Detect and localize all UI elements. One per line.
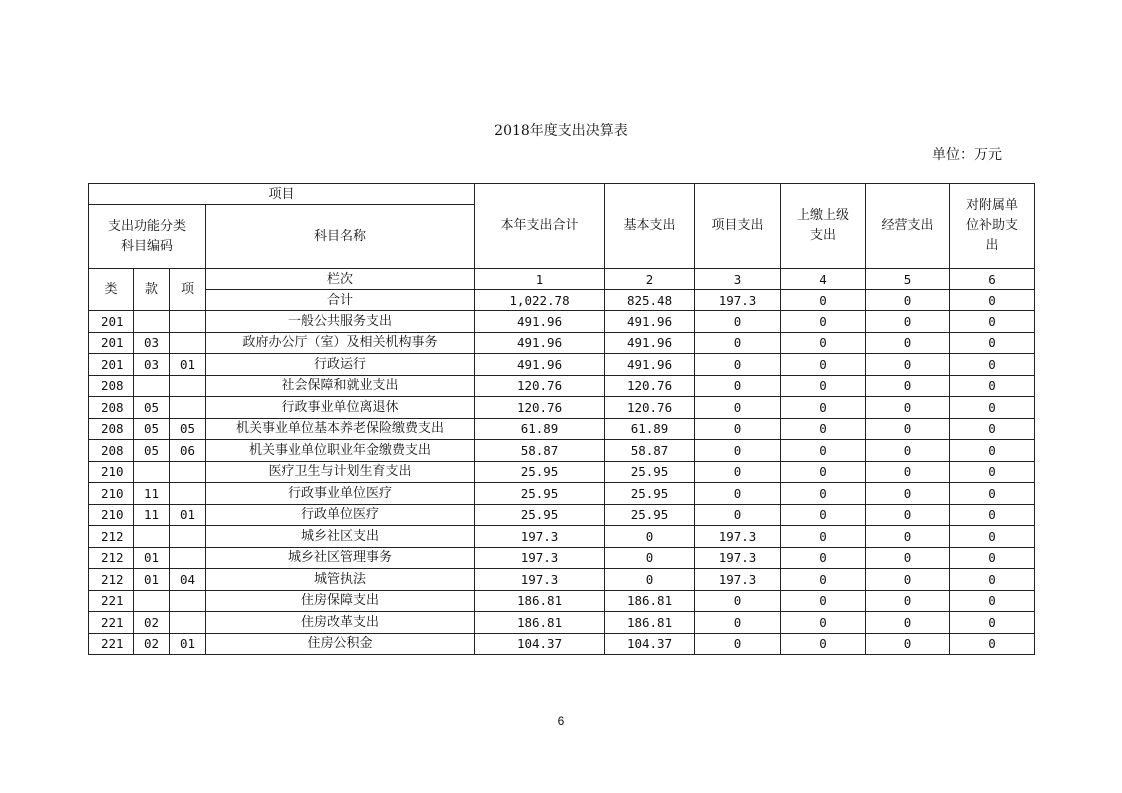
table-row <box>89 547 1035 569</box>
cell-xiang: 01 <box>170 504 206 526</box>
total-value: 197.3 <box>695 290 781 311</box>
cell-value: 25.95 <box>605 483 695 505</box>
cell-value: 25.95 <box>605 504 695 526</box>
cell-lei: 201 <box>89 311 134 333</box>
cell-value: 0 <box>950 375 1035 397</box>
cell-xiang: 04 <box>170 569 206 591</box>
cell-value: 0 <box>866 633 950 655</box>
header-business: 经营支出 <box>866 184 950 269</box>
header-lei: 类 <box>89 269 134 311</box>
cell-value: 197.3 <box>695 526 781 548</box>
cell-value: 491.96 <box>475 311 605 333</box>
cell-value: 0 <box>950 440 1035 462</box>
cell-value: 0 <box>605 526 695 548</box>
header-subject-name: 科目名称 <box>206 205 475 269</box>
cell-value: 0 <box>695 461 781 483</box>
cell-subject-name: 行政事业单位离退休 <box>206 397 475 419</box>
cell-lei: 212 <box>89 547 134 569</box>
cell-value: 25.95 <box>605 461 695 483</box>
cell-value: 491.96 <box>605 354 695 376</box>
cell-subject-name: 机关事业单位职业年金缴费支出 <box>206 440 475 462</box>
header-upper: 上缴上级 支出 <box>781 184 866 269</box>
cell-value: 104.37 <box>605 633 695 655</box>
cell-value: 197.3 <box>475 547 605 569</box>
cell-value: 0 <box>695 418 781 440</box>
cell-value: 0 <box>866 590 950 612</box>
cell-value: 0 <box>695 612 781 634</box>
cell-value: 0 <box>781 483 866 505</box>
cell-subject-name: 城乡社区支出 <box>206 526 475 548</box>
cell-subject-name: 机关事业单位基本养老保险缴费支出 <box>206 418 475 440</box>
cell-lei: 208 <box>89 440 134 462</box>
cell-value: 0 <box>950 332 1035 354</box>
header-row-1 <box>89 184 1035 205</box>
cell-lei: 221 <box>89 590 134 612</box>
cell-xiang: 01 <box>170 633 206 655</box>
column-number: 3 <box>695 269 781 290</box>
cell-value: 0 <box>950 483 1035 505</box>
cell-value: 0 <box>781 504 866 526</box>
header-total: 本年支出合计 <box>475 184 605 269</box>
cell-value: 0 <box>695 504 781 526</box>
cell-value: 186.81 <box>605 590 695 612</box>
cell-value: 0 <box>866 483 950 505</box>
cell-value: 0 <box>950 461 1035 483</box>
cell-subject-name: 城管执法 <box>206 569 475 591</box>
cell-lei: 212 <box>89 526 134 548</box>
cell-value: 25.95 <box>475 483 605 505</box>
cell-subject-name: 住房改革支出 <box>206 612 475 634</box>
table-row <box>89 418 1035 440</box>
column-number: 2 <box>605 269 695 290</box>
cell-value: 0 <box>781 461 866 483</box>
cell-value: 0 <box>866 440 950 462</box>
column-number: 4 <box>781 269 866 290</box>
table-row <box>89 397 1035 419</box>
cell-subject-name: 社会保障和就业支出 <box>206 375 475 397</box>
cell-xiang <box>170 526 206 548</box>
cell-kuan: 01 <box>134 569 170 591</box>
total-label: 合计 <box>206 290 475 311</box>
cell-lei: 221 <box>89 633 134 655</box>
cell-lei: 201 <box>89 354 134 376</box>
header-category-code: 支出功能分类 科目编码 <box>89 205 206 269</box>
cell-value: 120.76 <box>605 375 695 397</box>
cell-value: 197.3 <box>475 526 605 548</box>
table-row <box>89 526 1035 548</box>
cell-lei: 201 <box>89 332 134 354</box>
cell-lei: 208 <box>89 375 134 397</box>
cell-kuan: 05 <box>134 440 170 462</box>
table-row <box>89 461 1035 483</box>
total-value: 0 <box>866 290 950 311</box>
cell-value: 197.3 <box>695 569 781 591</box>
cell-value: 0 <box>695 397 781 419</box>
cell-value: 0 <box>950 547 1035 569</box>
cell-value: 0 <box>781 590 866 612</box>
header-kuan: 款 <box>134 269 170 311</box>
cell-value: 0 <box>695 483 781 505</box>
header-basic: 基本支出 <box>605 184 695 269</box>
cell-value: 0 <box>781 332 866 354</box>
cell-subject-name: 住房公积金 <box>206 633 475 655</box>
header-column-label: 栏次 <box>206 269 475 290</box>
cell-subject-name: 医疗卫生与计划生育支出 <box>206 461 475 483</box>
cell-subject-name: 城乡社区管理事务 <box>206 547 475 569</box>
cell-value: 0 <box>781 569 866 591</box>
cell-value: 0 <box>950 633 1035 655</box>
cell-xiang: 05 <box>170 418 206 440</box>
cell-value: 0 <box>950 590 1035 612</box>
cell-lei: 221 <box>89 612 134 634</box>
cell-value: 0 <box>781 311 866 333</box>
cell-xiang <box>170 612 206 634</box>
cell-value: 0 <box>866 397 950 419</box>
cell-kuan: 11 <box>134 504 170 526</box>
column-number: 5 <box>866 269 950 290</box>
column-number: 1 <box>475 269 605 290</box>
cell-value: 61.89 <box>605 418 695 440</box>
cell-value: 0 <box>950 569 1035 591</box>
total-value: 0 <box>781 290 866 311</box>
cell-value: 491.96 <box>475 354 605 376</box>
table-row <box>89 440 1035 462</box>
cell-kuan: 03 <box>134 354 170 376</box>
cell-kuan <box>134 375 170 397</box>
total-row <box>89 290 1035 311</box>
cell-value: 0 <box>950 311 1035 333</box>
cell-xiang <box>170 461 206 483</box>
cell-xiang <box>170 483 206 505</box>
total-value: 1,022.78 <box>475 290 605 311</box>
cell-value: 104.37 <box>475 633 605 655</box>
cell-kuan: 05 <box>134 397 170 419</box>
cell-value: 0 <box>695 633 781 655</box>
cell-value: 0 <box>950 526 1035 548</box>
total-value: 0 <box>950 290 1035 311</box>
cell-value: 0 <box>695 311 781 333</box>
cell-value: 0 <box>866 612 950 634</box>
cell-value: 0 <box>781 612 866 634</box>
cell-lei: 210 <box>89 461 134 483</box>
cell-value: 0 <box>781 440 866 462</box>
cell-lei: 210 <box>89 483 134 505</box>
table-row <box>89 504 1035 526</box>
table-row <box>89 483 1035 505</box>
cell-value: 0 <box>781 418 866 440</box>
cell-value: 0 <box>950 397 1035 419</box>
cell-value: 0 <box>695 375 781 397</box>
expenditure-table <box>88 183 1035 655</box>
cell-value: 491.96 <box>605 332 695 354</box>
cell-value: 58.87 <box>475 440 605 462</box>
cell-value: 0 <box>866 332 950 354</box>
cell-subject-name: 一般公共服务支出 <box>206 311 475 333</box>
cell-value: 0 <box>695 440 781 462</box>
cell-lei: 210 <box>89 504 134 526</box>
cell-value: 0 <box>866 526 950 548</box>
page-number: 6 <box>557 714 565 728</box>
cell-kuan: 05 <box>134 418 170 440</box>
cell-value: 0 <box>950 504 1035 526</box>
cell-value: 197.3 <box>695 547 781 569</box>
cell-xiang <box>170 375 206 397</box>
cell-value: 0 <box>781 547 866 569</box>
cell-value: 197.3 <box>475 569 605 591</box>
cell-xiang <box>170 590 206 612</box>
cell-kuan <box>134 526 170 548</box>
column-number: 6 <box>950 269 1035 290</box>
cell-value: 0 <box>781 375 866 397</box>
cell-xiang <box>170 311 206 333</box>
cell-value: 0 <box>866 311 950 333</box>
cell-value: 0 <box>866 418 950 440</box>
table-row <box>89 633 1035 655</box>
cell-kuan <box>134 461 170 483</box>
cell-lei: 212 <box>89 569 134 591</box>
cell-value: 25.95 <box>475 504 605 526</box>
cell-xiang <box>170 397 206 419</box>
cell-value: 491.96 <box>605 311 695 333</box>
header-subsidiary: 对附属单 位补助支 出 <box>950 184 1035 269</box>
cell-lei: 208 <box>89 418 134 440</box>
cell-subject-name: 住房保障支出 <box>206 590 475 612</box>
cell-value: 0 <box>605 569 695 591</box>
cell-subject-name: 政府办公厅（室）及相关机构事务 <box>206 332 475 354</box>
table-row <box>89 569 1035 591</box>
cell-value: 25.95 <box>475 461 605 483</box>
cell-value: 0 <box>866 375 950 397</box>
cell-subject-name: 行政单位医疗 <box>206 504 475 526</box>
cell-xiang: 06 <box>170 440 206 462</box>
cell-value: 491.96 <box>475 332 605 354</box>
cell-xiang <box>170 547 206 569</box>
cell-value: 186.81 <box>475 590 605 612</box>
cell-value: 0 <box>605 547 695 569</box>
cell-value: 0 <box>866 461 950 483</box>
cell-value: 0 <box>950 354 1035 376</box>
table-title: 2018年度支出决算表 <box>494 123 628 139</box>
cell-subject-name: 行政运行 <box>206 354 475 376</box>
cell-value: 120.76 <box>475 397 605 419</box>
cell-lei: 208 <box>89 397 134 419</box>
table-row <box>89 311 1035 333</box>
cell-value: 0 <box>695 332 781 354</box>
cell-value: 120.76 <box>475 375 605 397</box>
cell-value: 0 <box>781 397 866 419</box>
total-value: 825.48 <box>605 290 695 311</box>
cell-value: 186.81 <box>475 612 605 634</box>
cell-value: 58.87 <box>605 440 695 462</box>
cell-value: 0 <box>950 612 1035 634</box>
cell-kuan: 11 <box>134 483 170 505</box>
cell-value: 120.76 <box>605 397 695 419</box>
table-row <box>89 375 1035 397</box>
table-row <box>89 590 1035 612</box>
table-body <box>89 184 1035 655</box>
cell-value: 0 <box>950 418 1035 440</box>
cell-kuan: 03 <box>134 332 170 354</box>
cell-kuan <box>134 590 170 612</box>
cell-value: 0 <box>781 526 866 548</box>
cell-value: 0 <box>695 590 781 612</box>
cell-value: 61.89 <box>475 418 605 440</box>
table-row <box>89 354 1035 376</box>
header-item: 项目 <box>89 184 475 205</box>
cell-xiang <box>170 332 206 354</box>
unit-label: 单位：万元 <box>932 147 1002 163</box>
cell-xiang: 01 <box>170 354 206 376</box>
cell-subject-name: 行政事业单位医疗 <box>206 483 475 505</box>
cell-value: 0 <box>781 354 866 376</box>
cell-value: 0 <box>781 633 866 655</box>
cell-value: 0 <box>866 569 950 591</box>
table-row <box>89 612 1035 634</box>
cell-value: 186.81 <box>605 612 695 634</box>
header-project: 项目支出 <box>695 184 781 269</box>
header-row-3 <box>89 269 1035 290</box>
cell-kuan: 01 <box>134 547 170 569</box>
cell-value: 0 <box>866 354 950 376</box>
cell-value: 0 <box>866 504 950 526</box>
cell-kuan: 02 <box>134 633 170 655</box>
header-xiang: 项 <box>170 269 206 311</box>
cell-kuan: 02 <box>134 612 170 634</box>
cell-value: 0 <box>866 547 950 569</box>
table-row <box>89 332 1035 354</box>
cell-kuan <box>134 311 170 333</box>
cell-value: 0 <box>695 354 781 376</box>
